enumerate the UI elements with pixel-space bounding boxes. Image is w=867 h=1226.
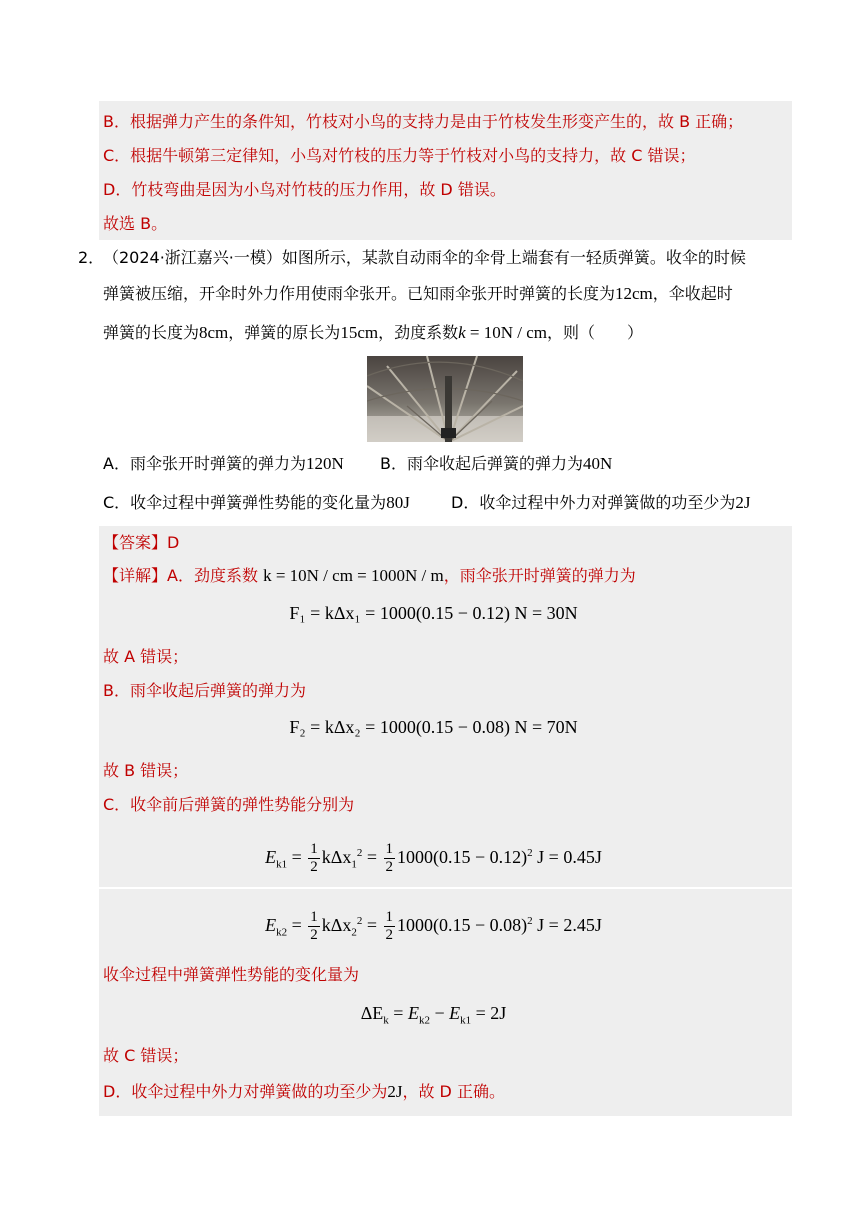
fraction: $\frac{1}{2}$ [385, 909, 394, 944]
option-b-wrong: 故 B 错误； [103, 761, 189, 780]
fraction: $\frac{1}{2}$ [310, 841, 318, 876]
option-c-wrong: 故 C 错误； [103, 1046, 189, 1065]
prev-option-d: D．竹枝弯曲是因为小鸟对竹枝的压力作用，故 D 错误。 [103, 180, 506, 199]
formula-delta-ek: $\Delta E_k = E_{k2} - E_{k1} = 2J$ [360, 1003, 507, 1027]
umbrella-photo [367, 356, 523, 442]
detail-line-d: D．收伞过程中外力对弹簧做的功至少为2J，故 D 正确。 [103, 1082, 505, 1101]
option-c: C．收伞过程中弹簧弹性势能的变化量为80J [103, 493, 410, 512]
option-d: D．收伞过程中外力对弹簧做的功至少为2J [451, 493, 751, 512]
formula-f1: F₁ = kΔx₁ = 1000(0.15 − 0.12) N = 30N [289, 603, 578, 623]
formula-ek2: $E_{k2}$ = $\frac{1}{2}$ kΔx$_2^2$ = $\frac{1}{2}$ $1000(0.15 - 0.08)^2$ J = 2.45J [265, 909, 602, 944]
prev-option-b: B．根据弹力产生的条件知，竹枝对小鸟的支持力是由于竹枝发生形变产生的，故 B 正确； [103, 112, 744, 131]
fraction: $\frac{1}{2}$ [310, 909, 318, 944]
detail-line-c: C．收伞前后弹簧的弹性势能分别为 [103, 795, 355, 814]
option-a: A．雨伞张开时弹簧的弹力为120N [103, 454, 344, 473]
option-a-wrong: 故 A 错误； [103, 647, 189, 666]
question-line-2: 弹簧被压缩，开伞时外力作用使雨伞张开。已知雨伞张开时弹簧的长度为12cm，伞收起时 [103, 284, 733, 303]
option-b: B．雨伞收起后弹簧的弹力为40N [380, 454, 613, 473]
question-line-1: （2024·浙江嘉兴·一模）如图所示，某款自动雨伞的伞骨上端套有一轻质弹簧。收伞的时候 [103, 248, 746, 267]
prev-conclusion: 故选 B。 [103, 214, 168, 233]
formula-ek1: $E_{k1}$ = $\frac{1}{2}$ kΔx$_1^2$ = $\frac{1}{2}$ $1000(0.15 - 0.12)^2$ J = 0.45J [265, 841, 602, 876]
question-number: 2． [78, 248, 105, 267]
formula-f2: F₂ = kΔx₂ = 1000(0.15 − 0.08) N = 70N [289, 717, 578, 737]
answer-line: 【答案】D [103, 533, 180, 552]
fraction: $\frac{1}{2}$ [385, 841, 394, 876]
detail-line-a: 【详解】A．劲度系数 k = 10N / cm = 1000N / m，雨伞张开时弹簧的弹力为 [103, 566, 636, 585]
prev-option-c: C．根据牛顿第三定律知，小鸟对竹枝的压力等于竹枝对小鸟的支持力，故 C 错误； [103, 146, 696, 165]
delta-line: 收伞过程中弹簧弹性势能的变化量为 [103, 965, 360, 984]
question-line-3: 弹簧的长度为8cm，弹簧的原长为15cm，劲度系数k = 10N / cm，则（ ） [103, 323, 644, 342]
detail-line-b: B．雨伞收起后弹簧的弹力为 [103, 681, 306, 700]
